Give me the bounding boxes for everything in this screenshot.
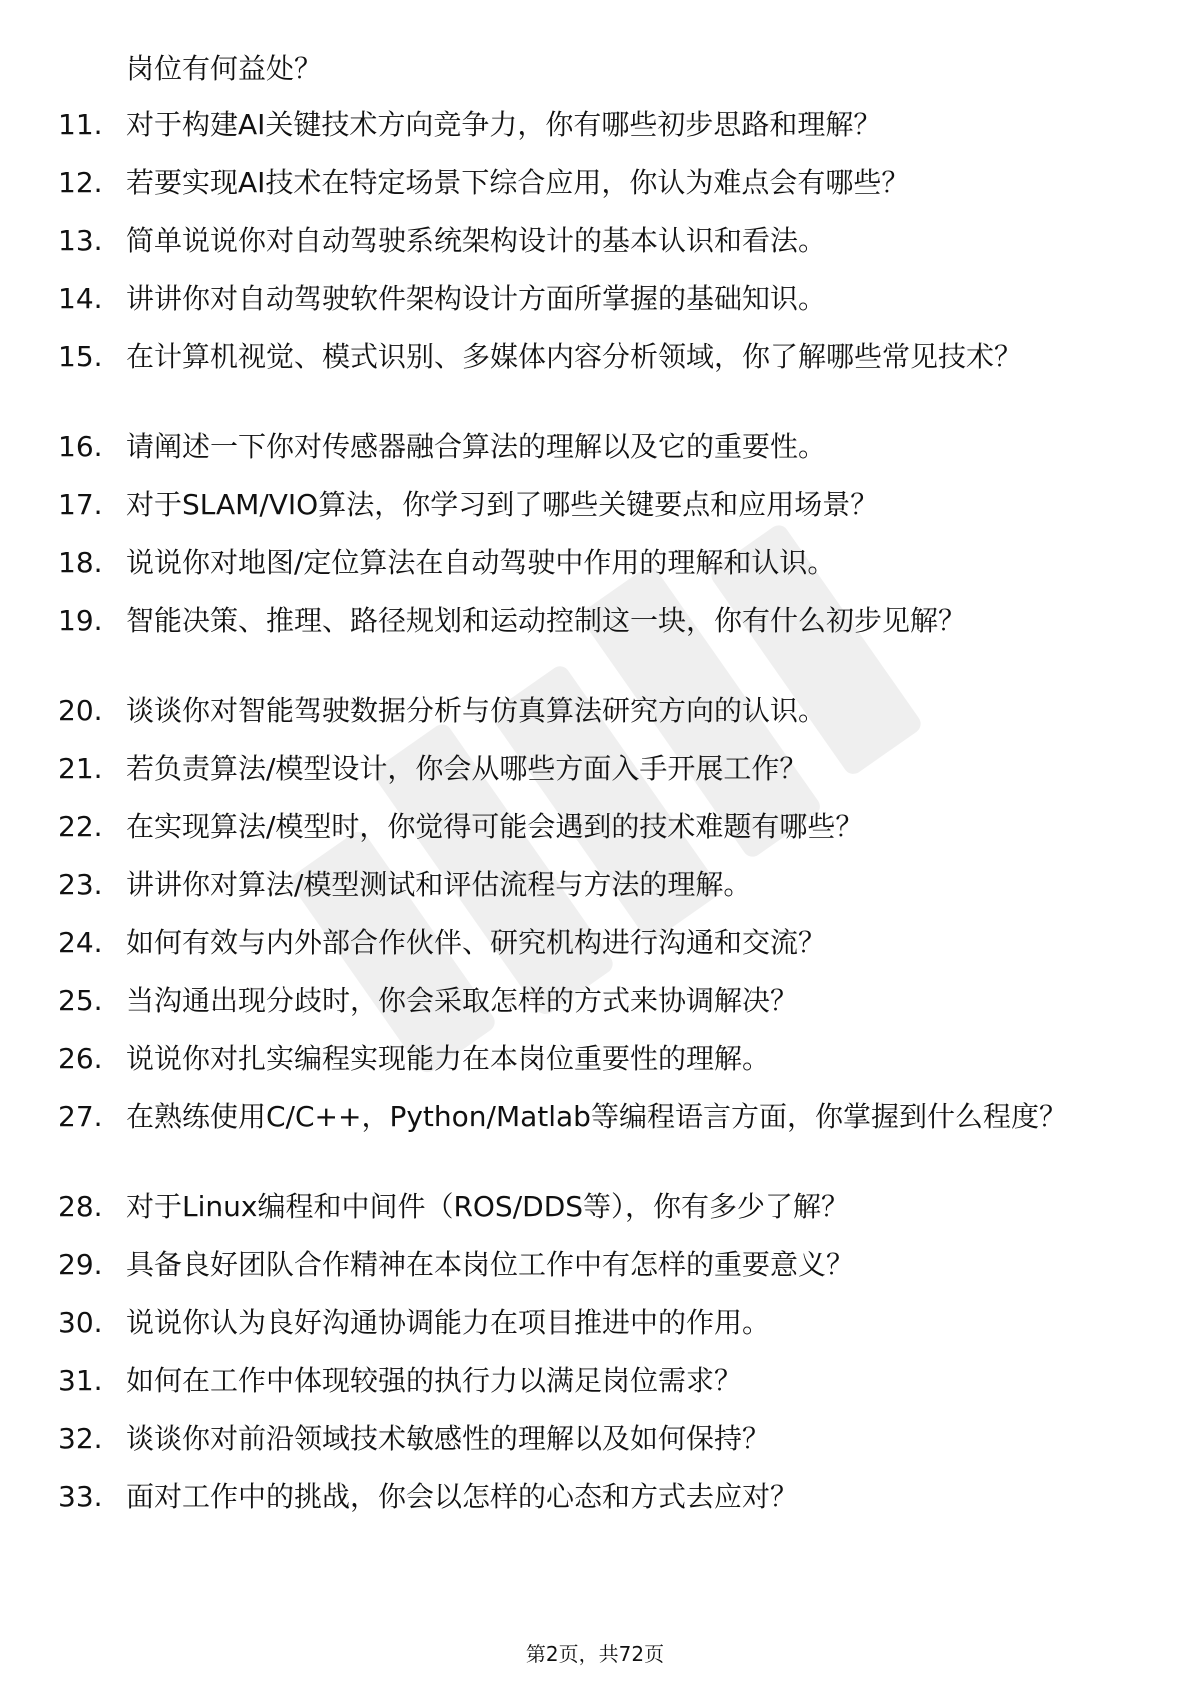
question-number: 32. [58, 1422, 103, 1455]
question-number: 21. [58, 752, 103, 785]
question-number: 26. [58, 1042, 103, 1075]
question-text: 当沟通出现分歧时，你会采取怎样的方式来协调解决？ [126, 984, 799, 1017]
question-number: 11. [58, 108, 103, 141]
question-text: 对于构建AI关键技术方向竞争力，你有哪些初步思路和理解？ [126, 108, 882, 141]
question-text: 如何在工作中体现较强的执行力以满足岗位需求？ [126, 1364, 743, 1397]
question-text: 说说你认为良好沟通协调能力在项目推进中的作用。 [126, 1306, 771, 1339]
question-number: 20. [58, 694, 103, 727]
question-text: 在熟练使用C/C++，Python/Matlab等编程语言方面，你掌握到什么程度？ [126, 1100, 1067, 1133]
question-number: 29. [58, 1248, 103, 1281]
question-number: 14. [58, 282, 103, 315]
question-text: 智能决策、推理、路径规划和运动控制这一块，你有什么初步见解？ [126, 604, 967, 637]
continued-question-text: 岗位有何益处？ [126, 52, 323, 85]
question-number: 15. [58, 340, 103, 373]
question-number: 19. [58, 604, 103, 637]
question-number: 30. [58, 1306, 103, 1339]
question-text: 讲讲你对自动驾驶软件架构设计方面所掌握的基础知识。 [126, 282, 827, 315]
question-number: 24. [58, 926, 103, 959]
question-text: 谈谈你对智能驾驶数据分析与仿真算法研究方向的认识。 [126, 694, 827, 727]
question-text: 请阐述一下你对传感器融合算法的理解以及它的重要性。 [126, 430, 827, 463]
question-text: 具备良好团队合作精神在本岗位工作中有怎样的重要意义？ [126, 1248, 855, 1281]
question-number: 31. [58, 1364, 103, 1397]
question-text: 面对工作中的挑战，你会以怎样的心态和方式去应对？ [126, 1480, 799, 1513]
question-text: 说说你对扎实编程实现能力在本岗位重要性的理解。 [126, 1042, 771, 1075]
question-number: 23. [58, 868, 103, 901]
question-text: 简单说说你对自动驾驶系统架构设计的基本认识和看法。 [126, 224, 827, 257]
question-text: 如何有效与内外部合作伙伴、研究机构进行沟通和交流？ [126, 926, 827, 959]
question-number: 16. [58, 430, 103, 463]
question-text: 说说你对地图/定位算法在自动驾驶中作用的理解和认识。 [126, 546, 836, 579]
question-text: 若要实现AI技术在特定场景下综合应用，你认为难点会有哪些？ [126, 166, 910, 199]
question-number: 33. [58, 1480, 103, 1513]
question-text: 对于SLAM/VIO算法，你学习到了哪些关键要点和应用场景？ [126, 488, 879, 521]
question-text: 若负责算法/模型设计，你会从哪些方面入手开展工作？ [126, 752, 808, 785]
question-number: 13. [58, 224, 103, 257]
question-text: 讲讲你对算法/模型测试和评估流程与方法的理解。 [126, 868, 752, 901]
question-number: 18. [58, 546, 103, 579]
question-number: 12. [58, 166, 103, 199]
question-text: 对于Linux编程和中间件（ROS/DDS等），你有多少了解？ [126, 1190, 850, 1223]
question-text: 在实现算法/模型时，你觉得可能会遇到的技术难题有哪些？ [126, 810, 864, 843]
page-number-footer: 第2页，共72页 [525, 1642, 665, 1666]
question-number: 25. [58, 984, 103, 1017]
question-number: 27. [58, 1100, 103, 1133]
question-number: 22. [58, 810, 103, 843]
question-text: 谈谈你对前沿领域技术敏感性的理解以及如何保持？ [126, 1422, 771, 1455]
question-text: 在计算机视觉、模式识别、多媒体内容分析领域，你了解哪些常见技术？ [126, 340, 1023, 373]
question-number: 17. [58, 488, 103, 521]
question-number: 28. [58, 1190, 103, 1223]
